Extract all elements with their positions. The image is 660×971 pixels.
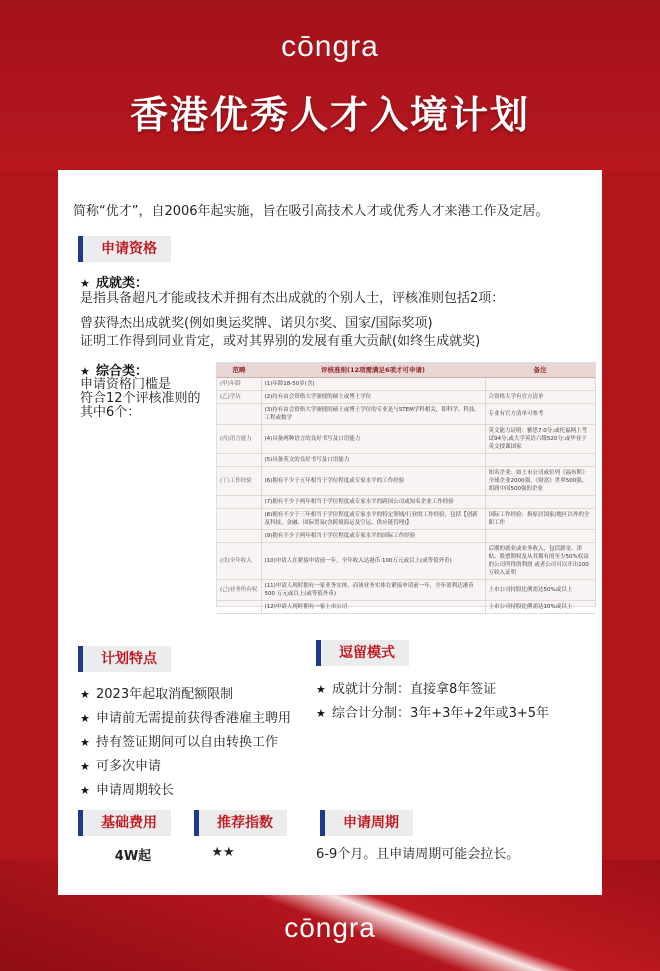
- table-cell-crit: (3)持有由会资格大学颁授的硕士或博士学位的专业是与STEM学科相关，即科学、科技、工程或数学: [261, 403, 485, 424]
- table-header: 评核准则(12项需满足6项才可申请): [261, 363, 485, 377]
- star-icon: ★: [80, 277, 90, 290]
- table-row: [217, 495, 595, 508]
- page-title: 香港优秀人才入境计划: [129, 93, 530, 137]
- table-row: [217, 508, 595, 529]
- section-label-fee: 基础费用: [78, 810, 171, 836]
- table-row: [217, 579, 595, 600]
- section-label-rating: 推荐指数: [194, 810, 287, 836]
- table-row: [217, 466, 595, 495]
- table-row: [217, 542, 595, 579]
- table-row: [217, 424, 595, 453]
- content-card: [58, 170, 602, 895]
- star-icon: ★: [80, 760, 90, 773]
- section-label-features: 计划特点: [78, 646, 171, 672]
- table-cell-note: [485, 453, 595, 466]
- list-item: ★ 申请周期较长: [80, 779, 291, 803]
- brand-logo-footer: cōngra: [284, 912, 376, 943]
- list-item: ★ 持有签证期间可以自由转换工作: [80, 731, 291, 755]
- table-cell-cat: [217, 453, 261, 466]
- brand-logo: cōngra: [281, 30, 379, 63]
- table-row: [217, 377, 595, 390]
- comprehensive-heading: ★ 综合类：: [80, 364, 149, 379]
- table-cell-crit: (5)具备英文的良好书写及口语能力: [261, 453, 485, 466]
- table-cell-note: 国际工作经验：指原居国家/地区以外的全职工作: [485, 508, 595, 529]
- section-label-period: 申请周期: [320, 810, 413, 836]
- star-icon: ★: [80, 712, 90, 725]
- table-cell-note: 上市公司持股比例需达10%或以上: [485, 600, 595, 613]
- star-icon: ★: [80, 736, 90, 749]
- table-cell-crit: (6)拥有不少于五年相当于学位程度或专家水平的工作经验: [261, 466, 485, 495]
- table-cell-crit: (10)申请人在紧接申请前一年，全年收入达港币 100万元或以上(或等值外币): [261, 542, 485, 579]
- table-cell-cat: (丙)语言能力: [217, 424, 261, 453]
- achievement-desc: 是指具备超凡才能或技术并拥有杰出成就的个别人士，评核准则包括2项：: [80, 291, 505, 306]
- table-cell-crit: (9)拥有不少于两年相当于学位程度或专家水平的国际工作经验: [261, 529, 485, 542]
- table-row: [217, 600, 595, 613]
- star-icon: ★: [316, 683, 326, 696]
- table-cell-cat: [217, 403, 261, 424]
- section-label-eligibility: 申请资格: [78, 236, 171, 262]
- table-row: [217, 390, 595, 403]
- table-cell-note: 专业有官方清单可参考: [485, 403, 595, 424]
- list-item: ★ 申请前无需提前获得香港雇主聘用: [80, 707, 291, 731]
- table-cell-cat: [217, 508, 261, 529]
- achievement-heading: ★ 成就类：: [80, 276, 149, 291]
- table-cell-cat: (己)业务所有权: [217, 579, 261, 600]
- fee-value: 4W起: [114, 849, 152, 864]
- table-cell-crit: (2)持有由会资格大学颁授的硕士或博士学位: [261, 390, 485, 403]
- stay-list: [316, 678, 549, 726]
- table-header: 范畴: [217, 363, 261, 377]
- table-cell-cat: (丁)工作经验: [217, 466, 261, 495]
- comprehensive-desc: 申请资格门槛是 符合12个评核准则的 其中6个：: [80, 377, 201, 420]
- table-row: [217, 529, 595, 542]
- table-row: [217, 403, 595, 424]
- table-cell-cat: (乙)学历: [217, 390, 261, 403]
- table-cell-cat: (甲)年龄: [217, 377, 261, 390]
- table-cell-crit: (4)具备两种语言的良好书写及口语能力: [261, 424, 485, 453]
- table-cell-crit: (1)年龄18-50岁(含): [261, 377, 485, 390]
- intro-text: 简称“优才”，自2006年起实施，旨在吸引高技术人才或优秀人才来港工作及定居。: [73, 204, 549, 219]
- table-cell-note: 后期的就业或业务收入，包括薪金、津贴、股票期权及从其拥有的至少50%权益的公司所得的利润 或者公司可以开出100万收入证明: [485, 542, 595, 579]
- table-header: 备注: [485, 363, 595, 377]
- table-cell-note: [485, 495, 595, 508]
- table-cell-note: 合资格大学有官方清单: [485, 390, 595, 403]
- table-cell-cat: (戊)全年收入: [217, 542, 261, 579]
- list-item: ★ 成就计分制：直接拿8年签证: [316, 678, 549, 702]
- table-cell-cat: [217, 600, 261, 613]
- section-label-stay: 逗留模式: [316, 640, 409, 666]
- table-cell-note: [485, 529, 595, 542]
- table-cell-note: 上市公司持股比例需达50%或以上: [485, 579, 595, 600]
- period-value: 6-9个月。且申请周期可能会拉长。: [316, 847, 520, 862]
- star-icon: ★: [80, 365, 90, 378]
- star-icon: ★: [316, 707, 326, 720]
- table-cell-note: [485, 377, 595, 390]
- table-cell-crit: (8)拥有不少于三年相当于学位程度或专家水平的特定领域/行业的工作经验，包括【创新及科技、金融、国际贸易(含跨境海运及空运、供应链管理)】: [261, 508, 485, 529]
- criteria-table: [216, 362, 596, 610]
- list-item: ★ 综合计分制：3年+3年+2年或3+5年: [316, 702, 549, 726]
- achievement-item-1: 曾获得杰出成就奖(例如奥运奖牌、诺贝尔奖、国家/国际奖项): [80, 316, 433, 331]
- rating-value: ★★: [211, 845, 235, 860]
- table-row: [217, 453, 595, 466]
- table-cell-note: 知名企业：如上市公司或位列《福布斯》全球企业2000强、《财富》世界500强、胡润中国500强的企业: [485, 466, 595, 495]
- table-cell-note: 英文能力证明：雅思7.0分;或托福网上考试94分;或大学英语六级520分;或毕业于英文授课国家: [485, 424, 595, 453]
- star-icon: ★: [80, 688, 90, 701]
- table-cell-crit: (11)申请人现时拥有一家业务实体，而该业务实体在紧接申请前一年，全年盈利达港币 500 万元或以上(或等值外币): [261, 579, 485, 600]
- table-cell-cat: [217, 495, 261, 508]
- list-item: ★ 可多次申请: [80, 755, 291, 779]
- table-cell-crit: (12)申请人现时拥有一家上市公司: [261, 600, 485, 613]
- features-list: [80, 683, 291, 803]
- achievement-item-2: 证明工作得到同业肯定，或对其界别的发展有重大贡献(如终生成就奖): [80, 334, 481, 349]
- table-cell-crit: (7)拥有不少于两年相当于学位程度或专家水平的跨国公司或知名企业工作经验: [261, 495, 485, 508]
- star-icon: ★: [80, 784, 90, 797]
- table-cell-cat: [217, 529, 261, 542]
- list-item: ★ 2023年起取消配额限制: [80, 683, 291, 707]
